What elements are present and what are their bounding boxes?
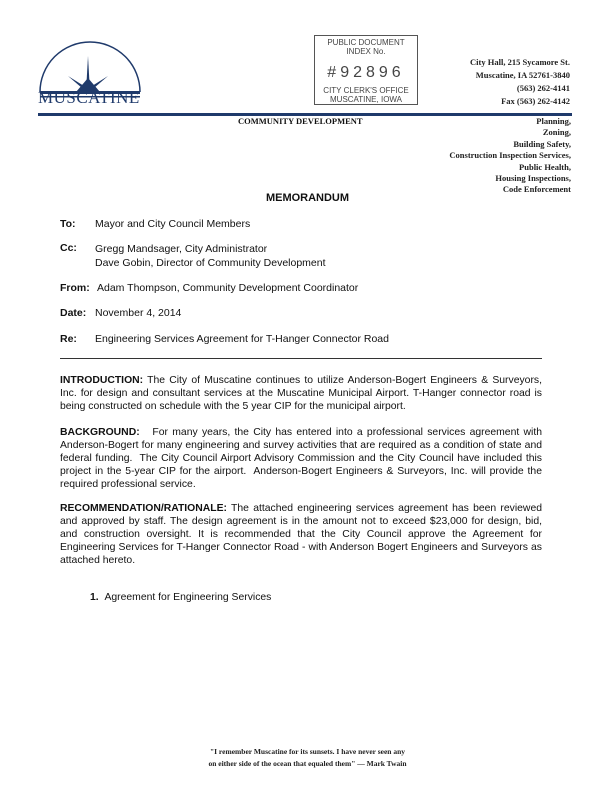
date-row xyxy=(60,307,181,319)
service: Construction Inspection Services, xyxy=(449,150,571,161)
stamp-index-number: #92896 xyxy=(327,64,405,81)
introduction-paragraph xyxy=(60,374,542,413)
cc-value: Dave Gobin, Director of Community Development xyxy=(95,257,326,269)
re-value: Engineering Services Agreement for T-Hanger Connector Road xyxy=(95,333,389,345)
from-row xyxy=(60,282,358,294)
address-line: Muscatine, IA 52761-3840 xyxy=(475,70,570,80)
section-heading: BACKGROUND: xyxy=(60,427,140,438)
department-services xyxy=(449,116,571,196)
service: Code Enforcement xyxy=(502,184,571,195)
stamp-line: CITY CLERK'S OFFICE xyxy=(323,86,409,95)
from-value: Adam Thompson, Community Development Coordinator xyxy=(97,282,359,294)
stamp-line: PUBLIC DOCUMENT xyxy=(327,38,405,47)
paragraph-text: The attached engineering services agreement has been reviewed and approved by staff. The design agreement is in the amount not to exceed $23,000 for design, bid, and construction oversight. It is recommended that the City Council approve the Agreement for Engineering Services for T-Hanger Connector Road - with Anderson Bogert Engineers and Surveyors as attached hereto. xyxy=(60,503,542,566)
service: Planning, xyxy=(536,116,571,126)
quote-line: "I remember Muscatine for its sunsets. I have never seen any xyxy=(209,747,406,756)
from-label: From: xyxy=(60,282,90,294)
to-value: Mayor and City Council Members xyxy=(95,218,251,230)
service: Building Safety, xyxy=(513,138,571,149)
department-name: COMMUNITY DEVELOPMENT xyxy=(238,116,363,126)
re-label: Re: xyxy=(60,333,77,345)
public-document-stamp xyxy=(314,35,418,105)
to-label: To: xyxy=(60,218,76,230)
divider xyxy=(60,358,542,359)
to-row xyxy=(60,218,250,230)
attachment-item xyxy=(90,592,271,603)
date-label: Date: xyxy=(60,307,87,319)
footer-quote xyxy=(0,746,615,770)
service: Public Health, xyxy=(519,161,571,172)
logo-text: MUSCATINE xyxy=(38,88,140,107)
quote-line: on either side of the ocean that equaled them" — Mark Twain xyxy=(208,759,407,768)
stamp-line: MUSCATINE, IOWA xyxy=(330,95,402,104)
service: Housing Inspections, xyxy=(495,173,571,184)
stamp-line: INDEX No. xyxy=(346,47,386,56)
paragraph-text: For many years, the City has entered into a professional services agreement with Anderson-Bogert for many engineering and survey activities that are required as a condition of state and federal funding. The City Council Airport Advisory Commission and the City Council have included this project in the 5-year CIP for the airport. Anderson-Bogert Engineers & Surveyors, Inc. will provide the required professional service. xyxy=(60,427,545,490)
attachment-number: 1. xyxy=(90,592,99,603)
service: Zoning, xyxy=(542,127,571,138)
attachment-label: Agreement for Engineering Services xyxy=(104,592,272,603)
cc-label: Cc: xyxy=(60,242,77,254)
cc-value: Gregg Mandsager, City Administrator xyxy=(95,243,268,255)
phone: (563) 262-4141 xyxy=(516,83,570,93)
section-heading: INTRODUCTION: xyxy=(60,375,144,386)
fax: Fax (563) 262-4142 xyxy=(501,96,570,106)
city-hall-address xyxy=(470,56,570,108)
background-paragraph xyxy=(60,426,545,491)
cc-row xyxy=(60,242,326,270)
memo-title: MEMORANDUM xyxy=(265,192,350,204)
re-row xyxy=(60,333,389,345)
address-line: City Hall, 215 Sycamore St. xyxy=(470,57,570,67)
section-heading: RECOMMENDATION/RATIONALE: xyxy=(60,503,228,514)
paragraph-text: The City of Muscatine continues to utilize Anderson-Bogert Engineers & Surveyors, Inc. for design and consultant services at the Muscatine Municipal Airport. T-Hanger connector road is being constructed on schedule with the 5 year CIP for the municipal airport. xyxy=(60,375,542,412)
recommendation-paragraph xyxy=(60,502,542,567)
date-value: November 4, 2014 xyxy=(95,307,182,319)
